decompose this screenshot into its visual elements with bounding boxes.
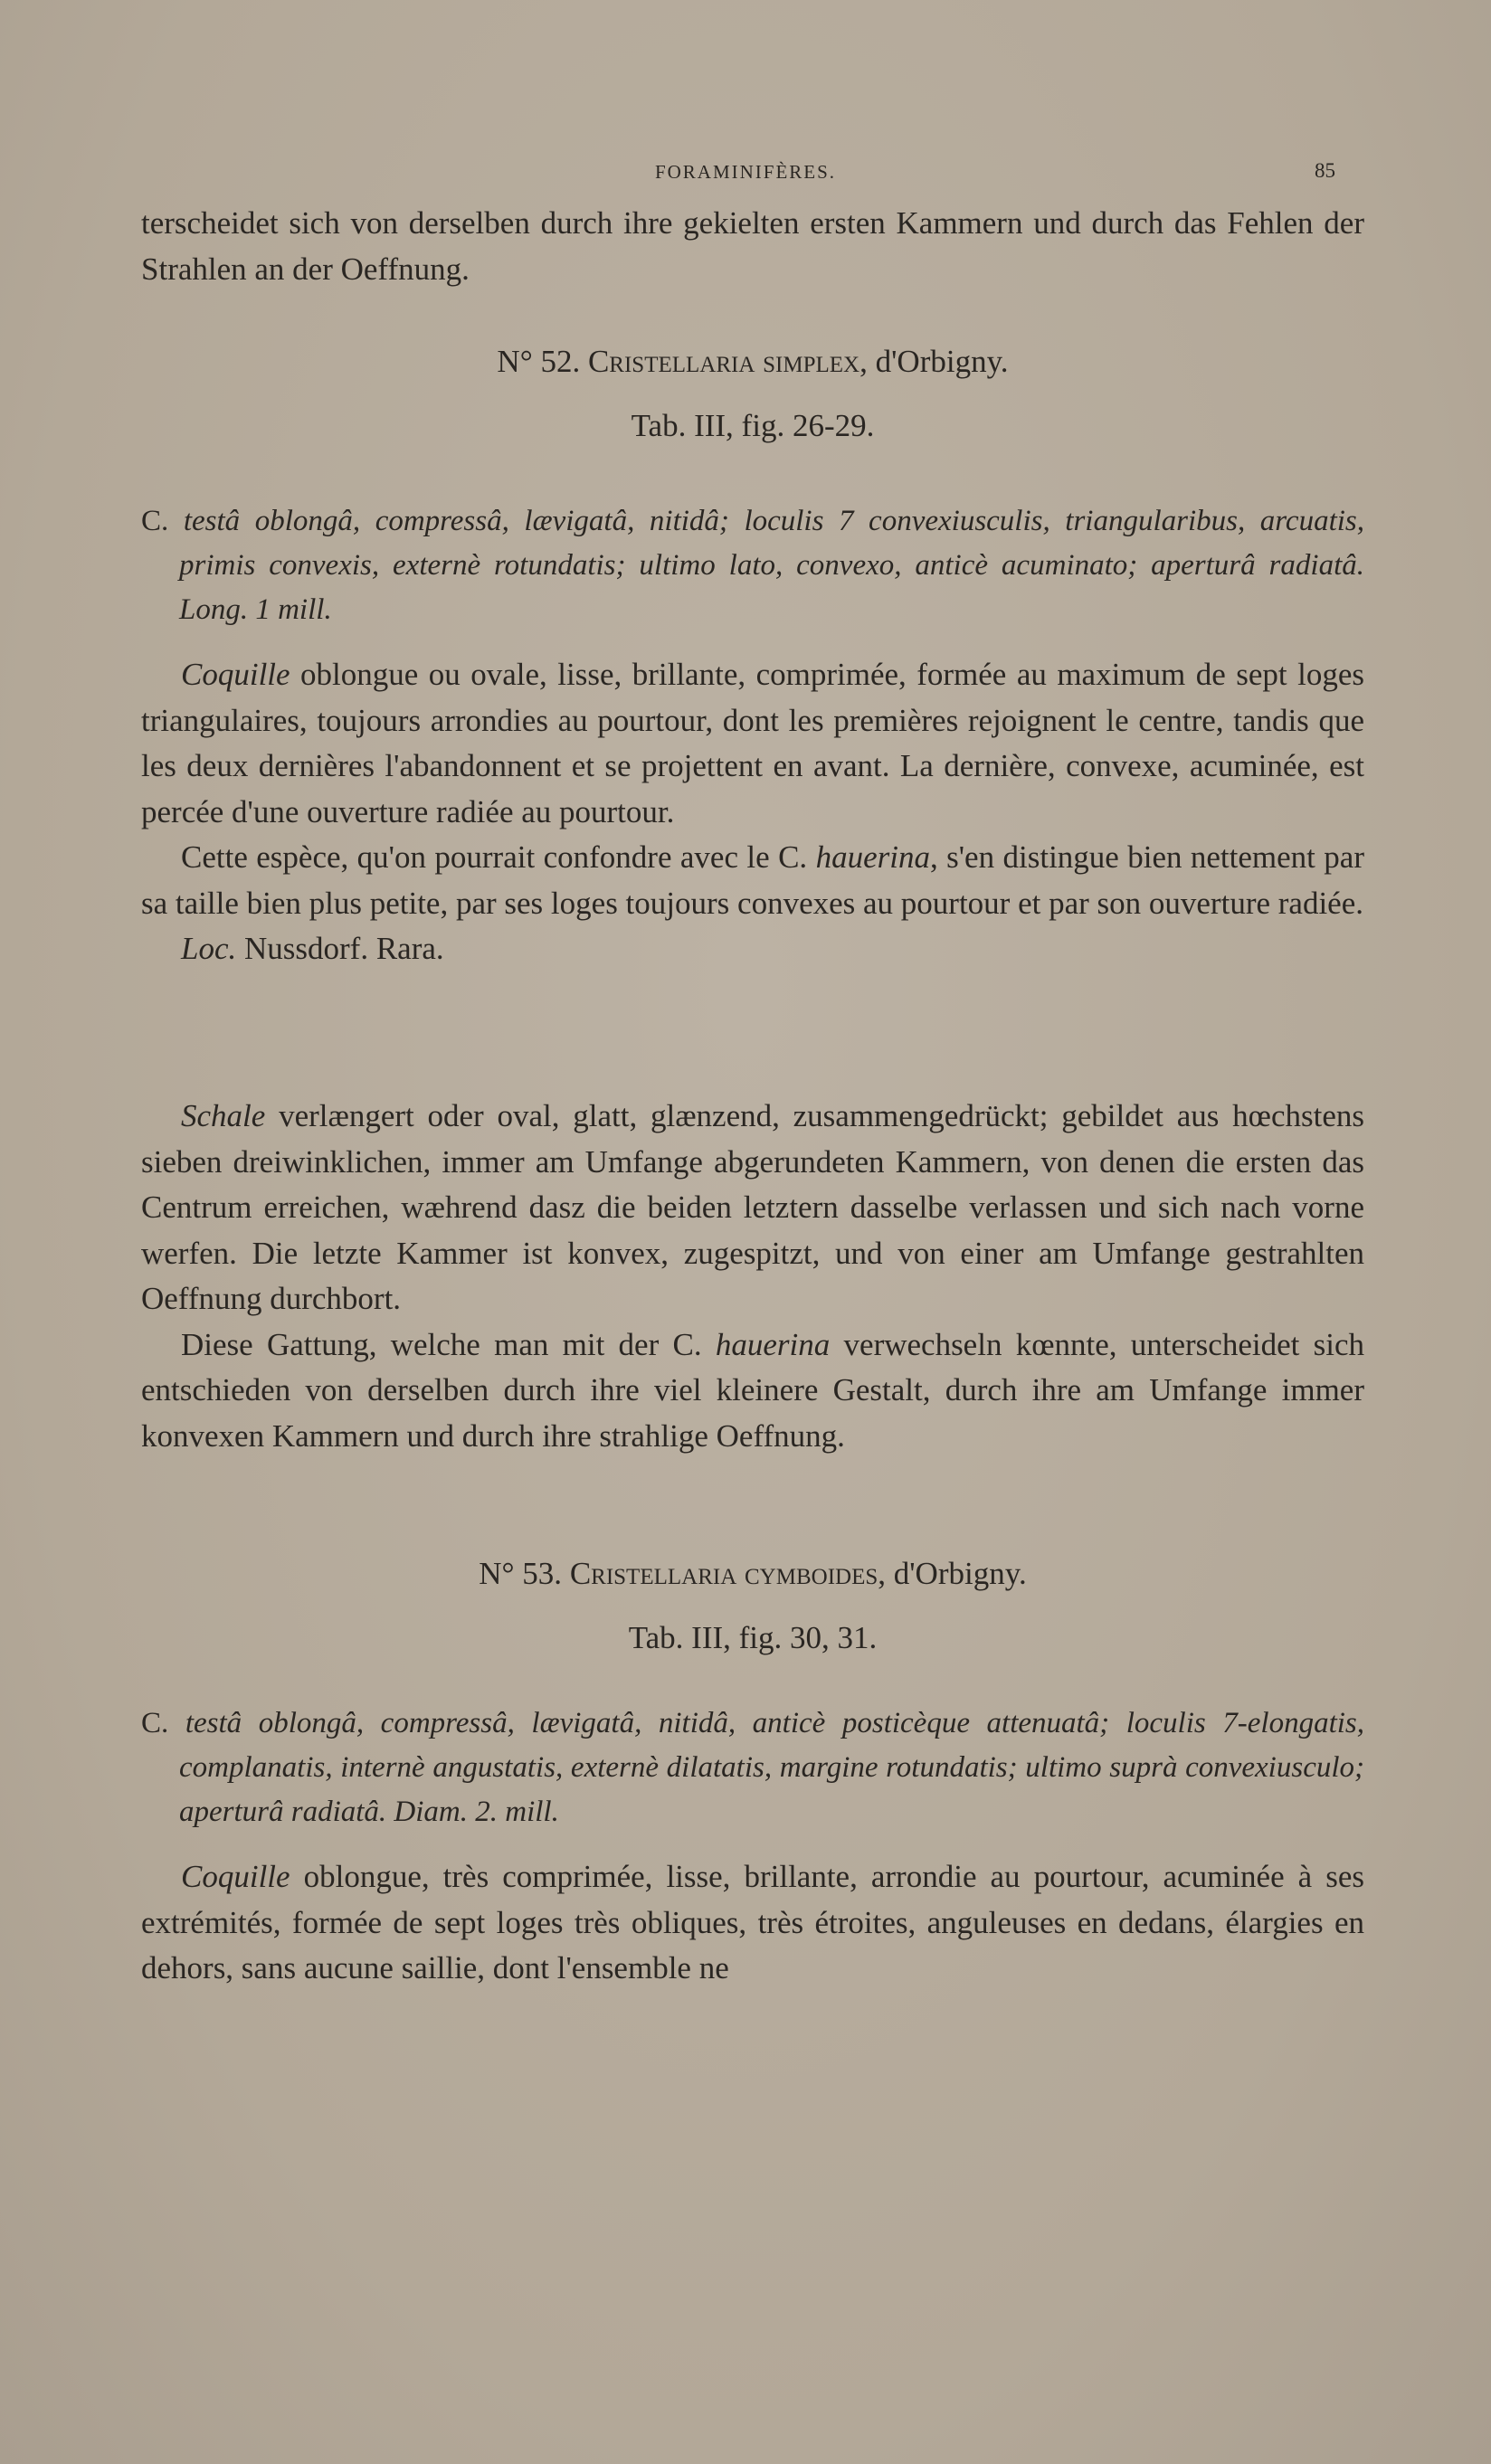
species-53-number: N° 53. [479, 1556, 563, 1591]
species-53-plate-ref [141, 1616, 1364, 1662]
species-52-fr2-b: , s'en distingue bien nettement par sa taille bien plus petite, par ses loges toujours convexes au pourtour et par son ouverture radiée. [141, 839, 1364, 921]
species-52-de2-a: Diese Gattung, welche man mit der C. [181, 1326, 716, 1362]
species-52-german-description [141, 1094, 1364, 1459]
species-53-latin-lead: C. [141, 1707, 169, 1739]
species-52-de2-italic: hauerina [715, 1326, 831, 1362]
species-53-tab: Tab. III, fig. 30, 31. [628, 1620, 878, 1655]
running-title: FORAMINIFÈRES. [654, 161, 837, 183]
species-52-fr-text: oblongue ou ovale, lisse, brillante, comprimée, formée au maximum de sept loges triangulaires, toujours arrondies au pourtour, dont les premières rejoignent le centre, tandis que les deux dernières l'abandonnent et se projettent en avant. La dernière, convexe, acuminée, est percée d'une ouverture radiée au pourtour. [141, 657, 1364, 829]
species-52-de-lead: Schale [181, 1098, 266, 1133]
species-52-latin-text: testâ oblongâ, compressâ, lævigatâ, nitidâ; loculis 7 convexiusculis, triangularibus, arcuatis, primis convexis, externè rotundatis; ultimo lato, convexo, anticè acuminato; aperturâ radiatâ. Long. 1 mill. [179, 505, 1364, 626]
species-52-plate-ref [141, 403, 1364, 450]
species-52-french-description [141, 652, 1364, 972]
species-52-heading [141, 339, 1364, 385]
species-53-fr-text: oblongue, très comprimée, lisse, brillante, arrondie au pourtour, acuminée à ses extrémités, formée de sept loges très obliques, très étroites, anguleuses en dedans, élargies en dehors, sans aucune saillie, dont l'ensemble ne [141, 1859, 1364, 1985]
species-52-locality: Nussdorf. Rara. [236, 931, 444, 966]
species-52-loc-lead: Loc. [181, 931, 237, 966]
species-53-name: Cristellaria cymboides [569, 1556, 878, 1591]
species-52-author: , d'Orbigny. [859, 344, 1009, 379]
species-53-latin-text: testâ oblongâ, compressâ, lævigatâ, nitidâ, anticè posticèque attenuatâ; loculis 7-elongatis, complanatis, internè angustatis, externè dilatatis, margine rotundatis; ultimo suprà convexiusculo; aperturâ radiatâ. Diam. 2. mill. [179, 1707, 1365, 1828]
species-53-french-description [141, 1854, 1364, 1992]
intro-paragraph [141, 201, 1364, 292]
species-52-name: Cristellaria simplex [587, 344, 860, 379]
species-53-latin-diagnosis [141, 1701, 1364, 1834]
page-number: 85 [1315, 159, 1335, 182]
species-52-fr2-italic: hauerina [815, 839, 930, 875]
species-52-fr2-a: Cette espèce, qu'on pourrait confondre avec le C. [181, 839, 816, 875]
intro-text: terscheidet sich von derselben durch ihre gekielten ersten Kammern und durch das Fehlen der Strahlen an der Oeffnung. [141, 205, 1364, 287]
species-52-latin-diagnosis [141, 499, 1364, 632]
species-52-number: N° 52. [497, 344, 581, 379]
species-52-fr-lead: Coquille [181, 657, 290, 692]
species-52-latin-lead: C. [141, 505, 169, 537]
species-52-de-text: verlængert oder oval, glatt, glænzend, zusammengedrückt; gebildet aus hœchstens sieben dreiwinklichen, immer am Umfange abgerundeten Kammern, von denen die ersten das Centrum erreichen, wæhrend dasz die beiden letztern dasselbe verlassen und sich nach vorne werfen. Die letzte Kammer ist konvex, zugespitzt, und von einer am Umfange gestrahlten Oeffnung durchbort. [141, 1098, 1364, 1316]
species-52-tab: Tab. III, fig. 26-29. [631, 408, 875, 443]
species-53-author: , d'Orbigny. [878, 1556, 1027, 1591]
species-53-heading [141, 1551, 1364, 1597]
species-53-fr-lead: Coquille [181, 1859, 290, 1894]
page-header [0, 159, 1491, 186]
species-52-de2-b: verwechseln kœnnte, unterscheidet sich entschieden von derselben durch ihre viel kleinere Gestalt, durch ihre am Umfange immer konvexen Kammern und durch ihre strahlige Oeffnung. [141, 1326, 1364, 1454]
